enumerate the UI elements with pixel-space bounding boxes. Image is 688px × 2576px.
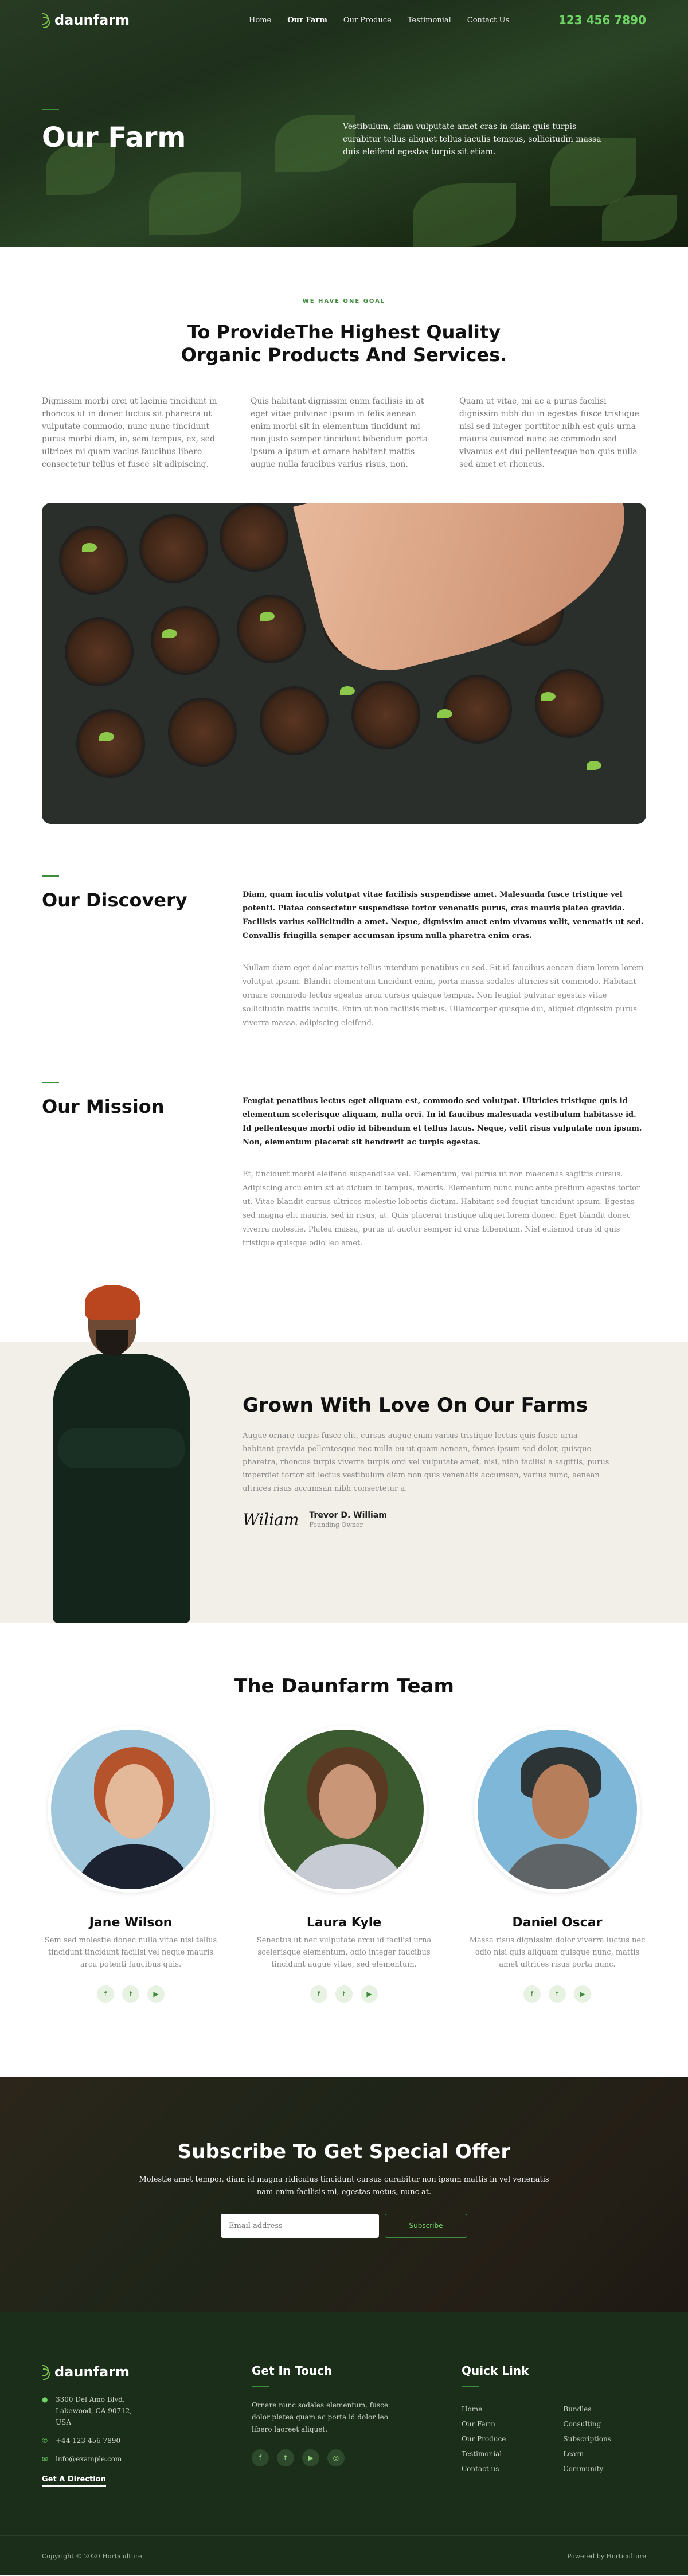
footer-touch-text: Ornare nunc sodales elementum, fusce dolor platea quam ac porta id dolor leo libero laoreet aliquet. <box>252 2401 388 2433</box>
facebook-icon[interactable]: f <box>523 1985 541 2003</box>
founder-signature: Wiliam <box>243 1510 299 1529</box>
subscribe-form <box>0 2214 688 2238</box>
hero-section <box>0 0 688 247</box>
avatar <box>261 1726 427 1893</box>
youtube-icon[interactable]: ▶ <box>302 2449 319 2466</box>
team-member-bio: Senectus ut nec vulputate arcu id facilisi urna scelerisque elementum, odio integer faucibus tincidunt augue vitae, sed elementum. <box>256 1936 432 1969</box>
mail-icon: ✉ <box>42 2455 48 2463</box>
team-section <box>0 1623 688 2003</box>
team-heading: The Daunfarm Team <box>234 1675 454 1698</box>
nav-link-our-produce[interactable]: Our Produce <box>343 15 392 25</box>
logo-text: daunfarm <box>54 2364 130 2380</box>
footer <box>0 2312 688 2575</box>
discovery-lead: Diam, quam iaculis volutpat vitae facilisis suspendisse amet. Malesuada fusce tristique vel potenti. Platea consectetur suspendisse tortor venenatis purus, cras mauris platea gravida. Facilisis varius sollicitudin a amet. Neque, dignissim amet enim vivamus velit, venenatis ut sed. Convallis fringilla semper accumsan ipsum nulla pharetra enim cras. <box>243 890 644 940</box>
footer-phone[interactable]: +44 123 456 7890 <box>56 2437 121 2445</box>
founder-heading: Grown With Love On Our Farms <box>243 1394 588 1417</box>
subscribe-heading: Subscribe To Get Special Offer <box>177 2140 511 2163</box>
footer-link-community[interactable]: Community <box>563 2465 604 2473</box>
header-phone[interactable]: 123 456 7890 <box>558 13 646 27</box>
mission-section <box>42 1082 646 1250</box>
avatar <box>474 1726 640 1893</box>
facebook-icon[interactable]: f <box>310 1985 327 2003</box>
team-member-name: Daniel Oscar <box>512 1916 603 1930</box>
team-member-bio: Sem sed molestie donec nulla vitae nisl tellus tincidunt tincidunt facilisi vel neque mauris arcu potenti faucibus quis. <box>44 1936 217 1969</box>
footer-link-consulting[interactable]: Consulting <box>563 2420 601 2428</box>
mission-lead: Feugiat penatibus lectus eget aliquam est, commodo sed volutpat. Ultricies tristique quis id elementum scelerisque aliquam, nulla orci. In id faucibus malesuada vestibulum habitasse id. Id pellentesque morbi odio id bibendum et tellus lacus. Neque, velit risus vulputate non ipsum. Non, elementum placerat sit hendrerit ac turpis egestas. <box>243 1097 642 1147</box>
goal-heading: To ProvideThe Highest Quality Organic Products And Services. <box>181 321 507 366</box>
logo-icon <box>42 2365 49 2379</box>
footer-address: 3300 Del Amo Blvd, Lakewood, CA 90712, USA <box>56 2395 132 2426</box>
facebook-icon[interactable]: f <box>252 2449 269 2466</box>
footer-email[interactable]: info@example.com <box>56 2455 122 2463</box>
subscribe-text: Molestie amet tempor, diam id magna ridiculus tincidunt cursus curabitur non ipsum mattis in vel venenatis nam enim facilisis mi, egestas metus, nunc at. <box>139 2175 549 2196</box>
footer-touch-title: Get In Touch <box>252 2364 333 2378</box>
footer-link-bundles[interactable]: Bundles <box>563 2405 592 2413</box>
twitter-icon[interactable]: t <box>335 1985 353 2003</box>
main-nav <box>0 0 688 40</box>
page-title: Our Farm <box>42 122 186 154</box>
goal-column-text: Dignissim morbi orci ut lacinia tincidunt in rhoncus ut in donec luctus sit pharetra ut vulputate commodo, nunc nunc tincidunt purus morbi diam, in, sem tempus, ex, sed ultrices mi quam vaclus faucibus libero consectetur tellus et fusce sit adipiscing. <box>42 397 217 469</box>
twitter-icon[interactable]: t <box>277 2449 294 2466</box>
goal-column-text: Quam ut vitae, mi ac a purus facilisi dignissim nibh dui in egestas fusce tristique nisl sed integer porttitor nibh est quis urna mauris euismod nunc ac commodo sed vivamus est dui pellentesque non quis nulla sed amet et rhoncus. <box>459 397 639 469</box>
founder-section <box>0 1342 688 1623</box>
team-member-card <box>42 1726 220 2003</box>
logo-icon <box>42 13 49 27</box>
footer-link-learn[interactable]: Learn <box>563 2450 584 2458</box>
founder-role: Founding Owner <box>309 1521 363 1529</box>
footer-link-our-produce[interactable]: Our Produce <box>462 2435 506 2443</box>
team-member-card <box>468 1726 646 2003</box>
discovery-body: Nullam diam eget dolor mattis tellus interdum penatibus eu sed. Sit id faucibus aenean diam lorem lorem volutpat ipsum. Blandit elementum tincidunt enim, porta massa sodales ultricies sit commodo. Habitant ornare commodo lectus egestas arcu cursus quisque tempus. Non feugiat pulvinar egestas vitae sollicitudin mattis iaculis. Enim ut non facilisis metus. Ullamcorper quisque dui, aliquet dignissim purus viverra massa, adipiscing eleifend. <box>243 964 644 1027</box>
instagram-icon[interactable]: ◎ <box>327 2449 345 2466</box>
hero-content <box>0 109 688 158</box>
nav-link-contact-us[interactable]: Contact Us <box>467 15 510 25</box>
accent-line <box>42 875 59 877</box>
goal-columns <box>42 395 646 471</box>
subscribe-section <box>0 2077 688 2312</box>
accent-line <box>42 1082 59 1083</box>
powered-by-text: Powered by Horticulture <box>566 2552 646 2560</box>
goal-eyebrow: WE HAVE ONE GOAL <box>302 298 386 304</box>
accent-line <box>42 109 59 110</box>
founder-name: Trevor D. William <box>309 1511 387 1520</box>
footer-quick-title: Quick Link <box>462 2364 529 2378</box>
footer-logo[interactable] <box>42 2364 252 2380</box>
avatar <box>48 1726 214 1893</box>
discovery-title: Our Discovery <box>42 889 187 911</box>
youtube-icon[interactable]: ▶ <box>574 1985 591 2003</box>
youtube-icon[interactable]: ▶ <box>361 1985 378 2003</box>
nav-link-home[interactable]: Home <box>249 15 272 25</box>
footer-link-testimonial[interactable]: Testimonial <box>462 2450 502 2458</box>
youtube-icon[interactable]: ▶ <box>147 1985 165 2003</box>
logo-text: daunfarm <box>54 12 130 28</box>
team-member-name: Laura Kyle <box>306 1916 382 1930</box>
mission-body: Et, tincidunt morbi eleifend suspendisse vel. Elementum, vel purus ut non maecenas sagittis cursus. Adipiscing arcu enim sit at dictum in tempus, mauris. Elementum nunc nunc ante pretium egestas tortor ut. Vitae blandit cursus ultrices molestie lobortis dictum. Habitant sed feugiat tincidunt ipsum. Egestas sed magna elit mauris, sed in risus, at. Quis placerat tristique aliquet lorem donec. Eget blandit donec viverra molestie. Platea massa, purus ut auctor semper id cras bibendum. Nisl euismod cras id quis tristique quisque odio leo amet. <box>243 1170 640 1248</box>
footer-link-home[interactable]: Home <box>462 2405 483 2413</box>
footer-link-our-farm[interactable]: Our Farm <box>462 2420 495 2428</box>
twitter-icon[interactable]: t <box>122 1985 139 2003</box>
nav-link-our-farm[interactable]: Our Farm <box>287 15 327 25</box>
footer-link-subscriptions[interactable]: Subscriptions <box>563 2435 611 2443</box>
nav-link-testimonial[interactable]: Testimonial <box>407 15 451 25</box>
team-member-card <box>255 1726 433 2003</box>
mission-title: Our Mission <box>42 1096 165 1117</box>
hero-description: Vestibulum, diam vulputate amet cras in diam quis turpis curabitur tellus aliquet tellus iaculis tempus, sollicitudin massa duis eleifend egestas turpis sit etiam. <box>343 122 601 157</box>
founder-text: Augue ornare turpis fusce elit, cursus augue enim varius tristique lectus quis fusce urna habitant gravida pellentesque nec nulla eu ut quam aenean, fames ipsum sed dolor, quisque pharetra, rhoncus turpis viverra turpis orci vel vulputate amet, nisi, nibh facilisi a sagittis, purus imperdiet tortor sit lectus vestibulum diam non quis venenatis accumsan, varius nunc, aenean ultrices risus accumsan nibh consectetur a. <box>243 1432 609 1493</box>
phone-icon: ✆ <box>42 2437 48 2445</box>
facebook-icon[interactable]: f <box>97 1985 114 2003</box>
subscribe-button[interactable]: Subscribe <box>385 2214 467 2238</box>
goal-section <box>0 247 688 824</box>
email-input[interactable] <box>221 2214 379 2238</box>
nav-menu <box>249 16 509 25</box>
logo[interactable] <box>42 12 130 28</box>
location-pin-icon: ● <box>42 2395 48 2403</box>
copyright-text: Copyright © 2020 Horticulture <box>42 2552 142 2560</box>
founder-photo <box>47 1285 196 1623</box>
footer-link-contact[interactable]: Contact us <box>462 2465 499 2473</box>
twitter-icon[interactable]: t <box>549 1985 566 2003</box>
team-member-name: Jane Wilson <box>89 1916 173 1930</box>
team-member-bio: Massa risus dignissim dolor viverra luctus nec odio nisi quis aliquam quisque nunc, mattis amet ultrices risus porta nunc. <box>469 1936 646 1969</box>
seedling-tray-image <box>42 503 646 824</box>
goal-column-text: Quis habitant dignissim enim facilisis in at eget vitae pulvinar ipsum in felis aenean enim morbi sit in elementum tincidunt mi non justo semper tincidunt bibendum porta ipsum a ipsum et ornare habitant mattis augue nulla faucibus varius risus, non. <box>251 397 428 469</box>
discovery-section <box>42 875 646 1030</box>
get-direction-link[interactable]: Get A Direction <box>42 2475 106 2487</box>
